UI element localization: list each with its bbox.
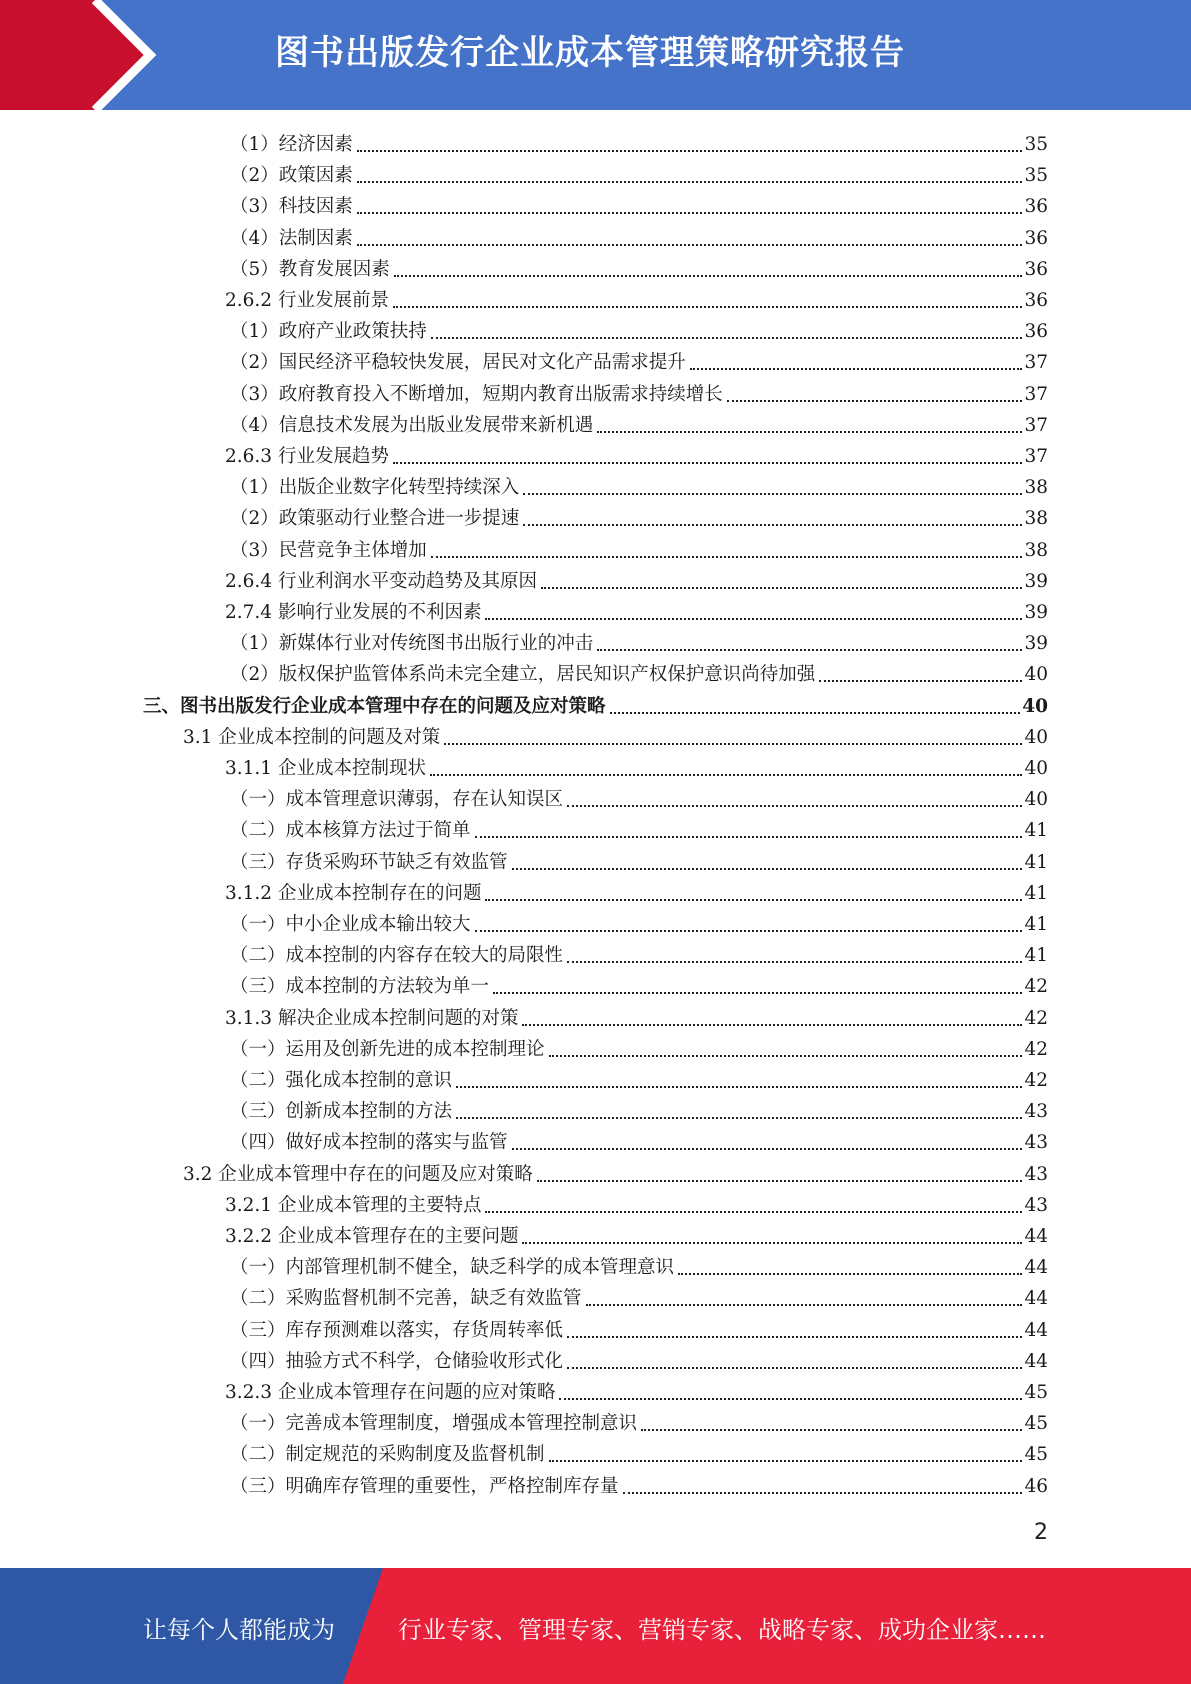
toc-entry-title: 2.6.2 行业发展前景: [225, 290, 389, 311]
toc-entry[interactable]: [230, 1062, 1048, 1093]
toc-entry-title: 3.2 企业成本管理中存在的问题及应对策略: [183, 1163, 533, 1185]
toc-entry[interactable]: [225, 875, 1048, 906]
toc-entry-title: 3.2.3 企业成本管理存在问题的应对策略: [225, 1382, 556, 1403]
toc-entry-title: （一）完善成本管理制度，增强成本管理控制意识: [230, 1413, 638, 1435]
toc-entry-page: 39: [1024, 602, 1048, 623]
toc-entry-page: 43: [1024, 1163, 1048, 1185]
toc-leader-dots: [522, 1242, 1022, 1244]
toc-entry[interactable]: [230, 937, 1048, 968]
toc-entry[interactable]: [230, 1468, 1048, 1499]
toc-entry-title: （一）内部管理机制不健全，缺乏科学的成本管理意识: [230, 1257, 675, 1279]
toc-entry-title: （2）政策驱动行业整合进一步提速: [230, 508, 520, 530]
toc-entry-title: （1）新媒体行业对传统图书出版行业的冲击: [230, 633, 594, 655]
toc-entry-page: 35: [1024, 165, 1048, 187]
toc-entry[interactable]: [230, 188, 1048, 219]
toc-entry[interactable]: [225, 1000, 1048, 1031]
toc-entry-page: 46: [1024, 1475, 1048, 1497]
toc-entry-page: 40: [1024, 758, 1048, 779]
toc-entry-page: 40: [1024, 726, 1048, 748]
toc-entry-page: 41: [1024, 882, 1048, 904]
toc-entry[interactable]: [230, 532, 1048, 563]
toc-entry-title: （一）成本管理意识薄弱，存在认知误区: [230, 789, 564, 811]
toc-entry-page: 44: [1024, 1350, 1048, 1372]
toc-entry[interactable]: [230, 1124, 1048, 1155]
toc-leader-dots: [567, 1367, 1022, 1369]
toc-entry-title: （二）强化成本控制的意识: [230, 1070, 453, 1091]
toc-entry-page: 45: [1024, 1413, 1048, 1435]
toc-entry[interactable]: [230, 313, 1048, 344]
toc-leader-dots: [357, 181, 1023, 183]
toc-entry-page: 37: [1024, 352, 1048, 374]
toc-entry-page: 44: [1024, 1288, 1048, 1310]
toc-entry-page: 42: [1024, 1038, 1048, 1060]
toc-entry-page: 43: [1024, 1194, 1048, 1216]
toc-entry-title: 2.6.4 行业利润水平变动趋势及其原因: [225, 570, 537, 592]
toc-entry-title: （四）抽验方式不科学，仓储验收形式化: [230, 1350, 564, 1372]
toc-entry-page: 40: [1022, 695, 1048, 717]
toc-entry-title: 3.1.1 企业成本控制现状: [225, 758, 426, 779]
toc-entry[interactable]: [230, 344, 1048, 375]
toc-leader-dots: [623, 1492, 1023, 1494]
toc-entry-page: 41: [1024, 914, 1048, 935]
toc-entry-title: 3.1 企业成本控制的问题及对策: [183, 726, 441, 748]
toc-leader-dots: [522, 1024, 1022, 1026]
toc-entry-title: （2）国民经济平稳较快发展，居民对文化产品需求提升: [230, 352, 686, 374]
toc-entry-title: 3.1.3 解决企业成本控制问题的对策: [225, 1007, 519, 1029]
toc-entry-title: （4）法制因素: [230, 227, 353, 249]
toc-entry-title: （5）教育发展因素: [230, 258, 390, 280]
toc-entry-title: （三）明确库存管理的重要性，严格控制库存量: [230, 1475, 619, 1497]
toc-entry[interactable]: [230, 157, 1048, 188]
toc-entry[interactable]: [230, 812, 1048, 843]
toc-entry[interactable]: [225, 1218, 1048, 1249]
toc-entry-page: 42: [1024, 1070, 1048, 1091]
toc-entry-page: 44: [1024, 1257, 1048, 1279]
toc-entry-page: 36: [1024, 321, 1048, 343]
toc-entry[interactable]: [230, 1280, 1048, 1311]
toc-entry-title: （二）成本控制的内容存在较大的局限性: [230, 945, 564, 967]
toc-entry-page: 36: [1024, 258, 1048, 280]
toc-entry[interactable]: [183, 719, 1048, 750]
footer-slogan-left: 让每个人都能成为: [143, 1616, 335, 1644]
toc-entry[interactable]: [230, 906, 1048, 937]
toc-entry-page: 42: [1024, 976, 1048, 998]
toc-leader-dots: [541, 587, 1022, 589]
toc-entry-title: （一）运用及创新先进的成本控制理论: [230, 1038, 545, 1060]
toc-leader-dots: [357, 244, 1023, 246]
toc-entry[interactable]: [230, 625, 1048, 656]
footer-slogan-right: 行业专家、管理专家、营销专家、战略专家、成功企业家……: [398, 1616, 1046, 1644]
toc-entry[interactable]: [230, 1249, 1048, 1280]
toc-leader-dots: [430, 774, 1022, 776]
toc-entry[interactable]: [230, 1312, 1048, 1343]
toc-entry-page: 44: [1024, 1319, 1048, 1341]
toc-leader-dots: [456, 1086, 1022, 1088]
toc-entry[interactable]: [230, 1343, 1048, 1374]
toc-entry-title: （二）成本核算方法过于简单: [230, 820, 471, 842]
toc-leader-dots: [610, 712, 1021, 714]
toc-entry-page: 38: [1024, 539, 1048, 561]
toc-entry-page: 36: [1024, 227, 1048, 249]
toc-entry-title: （2）版权保护监管体系尚未完全建立，居民知识产权保护意识尚待加强: [230, 664, 816, 686]
toc-leader-dots: [485, 1211, 1022, 1213]
toc-entry-title: （三）成本控制的方法较为单一: [230, 976, 490, 998]
toc-entry-page: 36: [1024, 290, 1048, 311]
toc-leader-dots: [475, 836, 1023, 838]
toc-leader-dots: [393, 306, 1022, 308]
toc-entry-page: 40: [1024, 664, 1048, 686]
toc-entry-title: （二）制定规范的采购制度及监督机制: [230, 1444, 545, 1466]
toc-leader-dots: [567, 805, 1022, 807]
toc-entry[interactable]: [225, 1187, 1048, 1218]
toc-entry-title: 2.6.3 行业发展趋势: [225, 446, 389, 467]
toc-leader-dots: [512, 1148, 1023, 1150]
toc-entry-title: 3.2.2 企业成本管理存在的主要问题: [225, 1226, 519, 1247]
toc-entry[interactable]: [230, 781, 1048, 812]
toc-leader-dots: [549, 1460, 1023, 1462]
toc-entry-title: （1）政府产业政策扶持: [230, 321, 427, 343]
toc-leader-dots: [431, 556, 1023, 558]
toc-entry-page: 38: [1024, 477, 1048, 499]
toc-entry-page: 41: [1024, 945, 1048, 967]
toc-entry[interactable]: [230, 407, 1048, 438]
toc-entry-page: 37: [1024, 383, 1048, 405]
toc-leader-dots: [485, 899, 1022, 901]
toc-leader-dots: [456, 1117, 1022, 1119]
toc-leader-dots: [523, 493, 1022, 495]
toc-leader-dots: [431, 337, 1023, 339]
toc-entry-page: 43: [1024, 1132, 1048, 1154]
toc-entry-title: 3.1.2 企业成本控制存在的问题: [225, 882, 482, 904]
toc-leader-dots: [485, 618, 1022, 620]
toc-entry-page: 41: [1024, 851, 1048, 873]
toc-entry[interactable]: [225, 563, 1048, 594]
toc-leader-dots: [567, 961, 1022, 963]
toc-entry-title: （3）民营竞争主体增加: [230, 539, 427, 561]
toc-entry-page: 38: [1024, 508, 1048, 530]
toc-entry-page: 39: [1024, 570, 1048, 592]
toc-leader-dots: [641, 1429, 1022, 1431]
toc-entry[interactable]: [230, 1093, 1048, 1124]
toc-entry[interactable]: [225, 282, 1048, 313]
toc-entry-title: （2）政策因素: [230, 165, 353, 187]
toc-leader-dots: [357, 212, 1023, 214]
toc-leader-dots: [678, 1273, 1022, 1275]
toc-leader-dots: [537, 1180, 1023, 1182]
report-title: 图书出版发行企业成本管理策略研究报告: [275, 33, 905, 73]
toc-leader-dots: [586, 1304, 1023, 1306]
toc-entry[interactable]: [230, 220, 1048, 251]
toc-entry-title: 三、图书出版发行企业成本管理中存在的问题及应对策略: [143, 695, 606, 717]
header-red-arrow: [0, 0, 150, 110]
toc-entry[interactable]: [225, 594, 1048, 625]
toc-entry-title: 3.2.1 企业成本管理的主要特点: [225, 1194, 482, 1216]
toc-entry-page: 42: [1024, 1007, 1048, 1029]
toc-entry-title: （一）中小企业成本输出较大: [230, 914, 471, 935]
toc-entry-page: 40: [1024, 789, 1048, 811]
toc-leader-dots: [493, 992, 1022, 994]
toc-entry-page: 35: [1024, 134, 1048, 155]
toc-entry-title: （二）采购监督机制不完善，缺乏有效监管: [230, 1288, 582, 1310]
toc-entry[interactable]: [225, 750, 1048, 781]
toc-entry[interactable]: [230, 1436, 1048, 1467]
toc-entry[interactable]: [225, 1374, 1048, 1405]
toc-entry-title: （三）存货采购环节缺乏有效监管: [230, 851, 508, 873]
page-number: 2: [1034, 1520, 1048, 1545]
toc-entry[interactable]: [230, 251, 1048, 282]
toc-leader-dots: [819, 680, 1022, 682]
toc-entry-title: （1）经济因素: [230, 134, 353, 155]
toc-entry-title: （4）信息技术发展为出版业发展带来新机遇: [230, 414, 594, 436]
toc-entry[interactable]: [225, 438, 1048, 469]
toc-entry[interactable]: [230, 376, 1048, 407]
toc-entry-page: 37: [1024, 446, 1048, 467]
toc-leader-dots: [727, 400, 1023, 402]
toc-leader-dots: [357, 150, 1023, 152]
toc-entry[interactable]: [183, 1156, 1048, 1187]
toc-leader-dots: [597, 431, 1022, 433]
toc-leader-dots: [549, 1055, 1023, 1057]
toc-entry-page: 43: [1024, 1101, 1048, 1123]
toc-entry-title: （三）库存预测难以落实，存货周转率低: [230, 1319, 564, 1341]
toc-entry-title: （3）科技因素: [230, 196, 353, 218]
toc-entry[interactable]: [230, 1031, 1048, 1062]
toc-leader-dots: [444, 743, 1022, 745]
page-header: [0, 0, 1191, 110]
toc-entry[interactable]: [230, 844, 1048, 875]
toc-entry-page: 44: [1024, 1226, 1048, 1247]
toc-leader-dots: [597, 649, 1022, 651]
toc-entry-page: 37: [1024, 414, 1048, 436]
toc-entry-title: 2.7.4 影响行业发展的不利因素: [225, 602, 482, 623]
toc-leader-dots: [394, 275, 1023, 277]
toc-leader-dots: [475, 930, 1023, 932]
toc-leader-dots: [559, 1398, 1022, 1400]
toc-entry[interactable]: [230, 1405, 1048, 1436]
toc-entry-title: （四）做好成本控制的落实与监管: [230, 1132, 508, 1154]
toc-entry-title: （三）创新成本控制的方法: [230, 1101, 453, 1123]
toc-leader-dots: [523, 524, 1022, 526]
toc-leader-dots: [512, 868, 1023, 870]
toc-leader-dots: [690, 368, 1023, 370]
toc-entry-page: 39: [1024, 633, 1048, 655]
toc-entry[interactable]: [230, 500, 1048, 531]
toc-entry-page: 36: [1024, 196, 1048, 218]
toc-entry[interactable]: [230, 968, 1048, 999]
toc-entry[interactable]: [230, 469, 1048, 500]
toc-entry-title: （1）出版企业数字化转型持续深入: [230, 477, 520, 499]
toc-entry[interactable]: [230, 126, 1048, 157]
page-footer: [0, 1568, 1191, 1684]
toc-entry[interactable]: [143, 688, 1048, 719]
toc-entry-page: 45: [1024, 1382, 1048, 1403]
toc-entry-page: 45: [1024, 1444, 1048, 1466]
toc-entry-page: 41: [1024, 820, 1048, 842]
toc-leader-dots: [567, 1336, 1022, 1338]
toc-leader-dots: [393, 462, 1022, 464]
toc-entry-title: （3）政府教育投入不断增加，短期内教育出版需求持续增长: [230, 383, 723, 405]
toc-entry[interactable]: [230, 656, 1048, 687]
